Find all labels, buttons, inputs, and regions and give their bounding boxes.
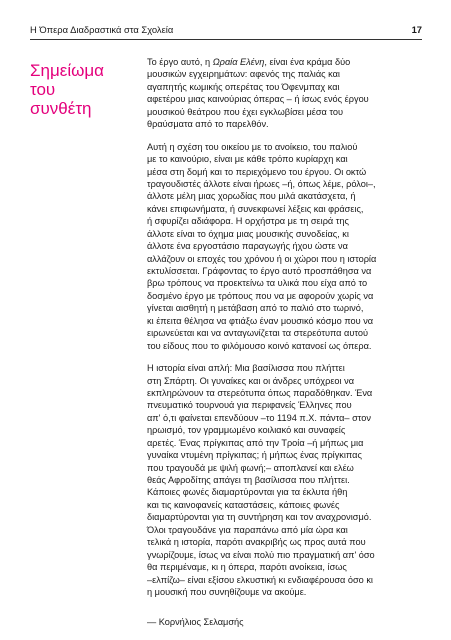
paragraph bbox=[147, 362, 429, 598]
text-line: Αυτή η σχέση του οικείου με το ανοίκειο, του παλιού bbox=[147, 141, 358, 152]
text-line: μουσικού θεάτρου που έχει εγκλωβίσει μέσα του bbox=[147, 106, 344, 117]
text-line: μουσικών εγχειρημάτων: αφενός της παλιάς και bbox=[147, 69, 340, 80]
text-line: η μουσική που συνηθίζουμε να ακούμε. bbox=[147, 586, 307, 597]
page-number: 17 bbox=[411, 24, 422, 35]
text-line: τραγουδιστές άλλοτε είναι ήρωες –ή, όπως λέμε, ρόλοι–, bbox=[147, 178, 376, 189]
text-line: Κάποιες φωνές διαμαρτύρονται για τα έκλυτα ήθη bbox=[147, 487, 348, 498]
text-line: γίνεται αισθητή η μετάβαση από το παλιό στο τωρινό, bbox=[147, 303, 364, 314]
signature-paragraph bbox=[147, 616, 429, 628]
text-line: και τις καινοφανείς καταστάσεις, κάποιες φωνές bbox=[147, 499, 340, 510]
paragraph bbox=[147, 56, 429, 131]
section-title-line: του bbox=[30, 80, 56, 99]
text-line: κάνει επιφωνήματα, ή συνεκφωνεί λέξεις και φράσεις, bbox=[147, 203, 364, 214]
text-line: αφετέρου μιας καινούριας όπερας – ή ίσως ενός έργου bbox=[147, 94, 369, 105]
work-title: Ωραία Ελένη bbox=[212, 57, 265, 67]
header-divider bbox=[30, 39, 422, 40]
text-line: ή σφυρίζει αδιάφορα. Η ορχήστρα με τη σειρά της bbox=[147, 216, 349, 227]
text-fragment: Το έργο αυτό, η Ωραία Ελένη, είναι ένα κράμα δύο bbox=[147, 57, 351, 67]
text-line: που τραγουδά με ψιλή φωνή;– αποπλανεί και ελέω bbox=[147, 462, 354, 473]
text-line: αρετές. Ένας πρίγκιπας από την Τροία –ή μήπως μια bbox=[147, 437, 364, 448]
text-line bbox=[147, 56, 429, 68]
text-line: εκπληρώνουν τα στερεότυπα όπως παραδόθηκαν. Ένα bbox=[147, 387, 373, 398]
text-line: Όλοι τραγουδάνε για παραπάνω από μία ώρα και bbox=[147, 524, 348, 535]
text-line: κι έπειτα θέλησα να φτιάξω έναν μουσικό κόσμο που να bbox=[147, 315, 374, 326]
text-line: Η ιστορία είναι απλή: Μια βασίλισσα που πλήττει bbox=[147, 363, 345, 374]
text-line: αλλάζουν οι εποχές του χρόνου ή οι χώροι που η ιστορία bbox=[147, 253, 377, 264]
paragraph bbox=[147, 141, 429, 352]
text-line: θεάς Αφροδίτης απάγει τη βασίλισσα που πλήττει. bbox=[147, 475, 350, 485]
text-line: ειρωνεύεται και να ανταγωνίζεται τα στερεότυπα αυτού bbox=[147, 328, 369, 339]
text-line: βρω τρόπους να προεκτείνω τα υλικά που είχα από το bbox=[147, 278, 368, 289]
author-signature: — Κορνήλιος Σελαμσής bbox=[147, 617, 244, 628]
text-line: πνευματικό τουρνουά για περιφανείς Έλληνες που bbox=[147, 400, 352, 411]
text-line: εκτυλίσσεται. Γράφοντας το έργο αυτό προσπάθησα να bbox=[147, 266, 372, 276]
body-text bbox=[147, 56, 429, 639]
text-line: άλλοτε μέλη μιας χορωδίας που μιλά ακατάσχετα, ή bbox=[147, 191, 356, 202]
text-line: τελικά η ιστορία, παρότι ανακριβής ως προς αυτά που bbox=[147, 537, 366, 548]
text-line: άλλοτε είναι το όχημα μιας μουσικής συνοδείας, κι bbox=[147, 228, 349, 239]
text-line: ηρωισμό, τον γραμμωμένο κοιλιακό και συναφείς bbox=[147, 425, 346, 436]
text-line: δοσμένο έργο με τρόπους που να με αφορούν χωρίς να bbox=[147, 290, 374, 301]
text-line: –ελπίζω– είναι εξίσου ελκυστική κι ενδιαφέρουσα όσο κι bbox=[147, 574, 373, 585]
section-title-line: συνθέτη bbox=[30, 99, 92, 118]
text-line: στη Σπάρτη. Οι γυναίκες και οι άνδρες υπόχρεοι να bbox=[147, 375, 355, 386]
text-line: μέσα στη δομή και το περιεχόμενο του έργου. Οι οκτώ bbox=[147, 166, 367, 177]
text-line: διαμαρτύρονται για τη συντήρηση και τον αναχρονισμό. bbox=[147, 512, 372, 523]
text-line: γυναίκα ντυμένη πρίγκιπας; ή μήπως ένας πρίγκιπας bbox=[147, 450, 362, 461]
text-line: θραύσματα από το παρελθόν. bbox=[147, 119, 269, 130]
section-title-line: Σημείωμα bbox=[30, 61, 105, 80]
text-line: αγαπητής κωμικής οπερέτας του Όφενμπαχ και bbox=[147, 81, 340, 92]
section-title bbox=[30, 61, 125, 118]
text-line: άλλοτε ένα εργοστάσιο παραγωγής ήχου ώστε να bbox=[147, 241, 348, 252]
text-line: θα περιμέναμε, κι η όπερα, παρότι ανοίκεια, ίσως bbox=[147, 562, 347, 573]
text-line: του είδους που το φιλόμουσο κοινό κατανοεί ως όπερα. bbox=[147, 340, 372, 351]
running-title: Η Όπερα Διαδραστικά στα Σχολεία bbox=[30, 24, 174, 35]
text-line: γνωρίζουμε, ίσως να είναι πολύ πιο πραγματική απ' όσο bbox=[147, 549, 375, 560]
text-line: με το καινούριο, είναι με κάθε τρόπο κυρίαρχη και bbox=[147, 154, 348, 165]
text-line: απ' ό,τι φαίνεται επενδύουν –το 1194 π.Χ. πάντα– στον bbox=[147, 412, 371, 423]
running-head bbox=[30, 23, 422, 37]
